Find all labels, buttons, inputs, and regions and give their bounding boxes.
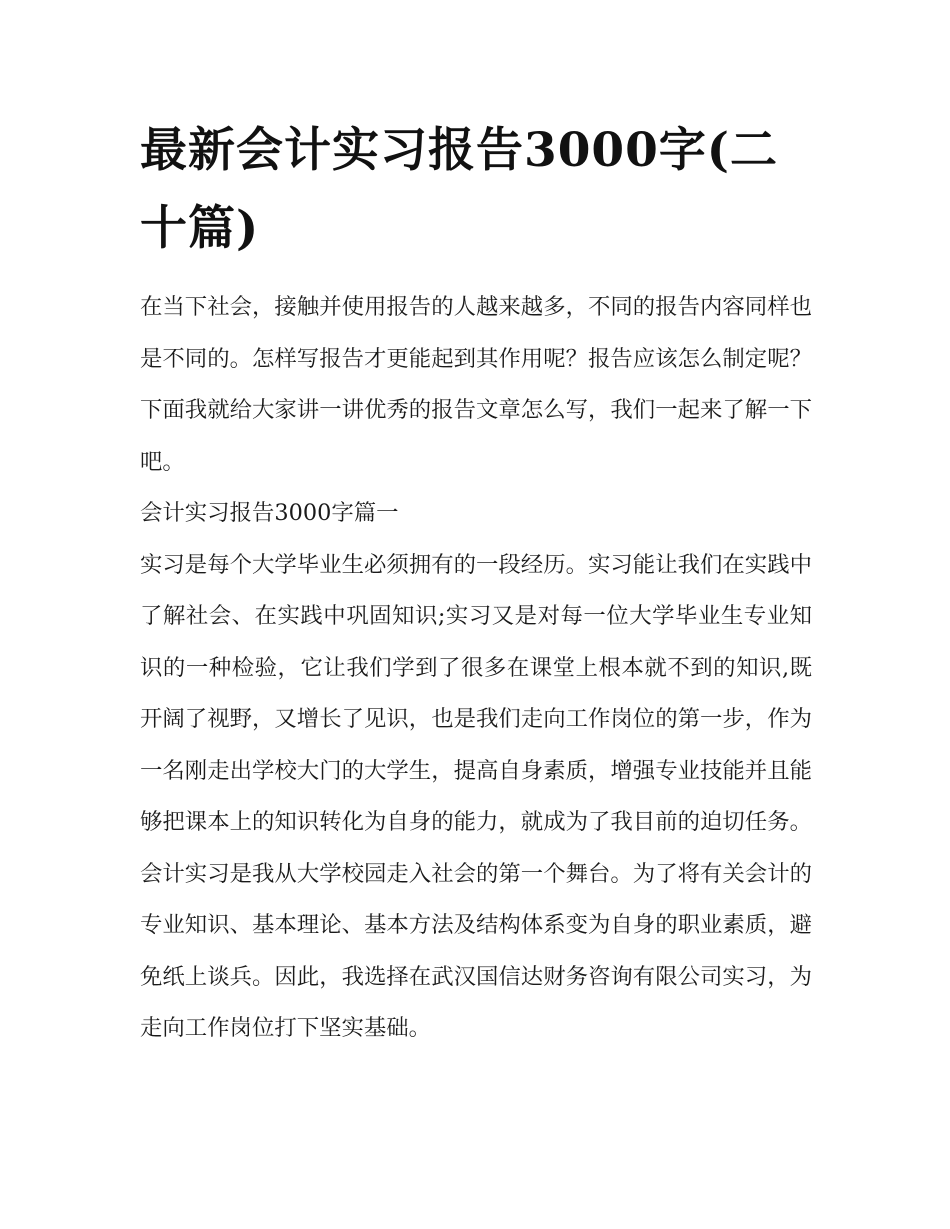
- intro-paragraph: 在当下社会，接触并使用报告的人越来越多，不同的报告内容同样也是不同的。怎样写报告才更能起到其作用呢？报告应该怎么制定呢？下面我就给大家讲一讲优秀的报告文章怎么写，我们一起来了解一下吧。: [140, 294, 812, 475]
- section-heading: 会计实习报告3000字篇一: [140, 500, 399, 526]
- document-content: [140, 112, 812, 1055]
- document-title: 最新会计实习报告3000字(二十篇): [140, 123, 779, 256]
- section-body-paragraph: 实习是每个大学毕业生必须拥有的一段经历。实习能让我们在实践中了解社会、在实践中巩固知识;实习又是对每一位大学毕业生专业知识的一种检验，它让我们学到了很多在课堂上根本就不到的知识,既开阔了视野，又增长了见识，也是我们走向工作岗位的第一步，作为一名刚走出学校大门的大学生，提高自身素质，增强专业技能并且能够把课本上的知识转化为自身的能力，就成为了我目前的迫切任务。会计实习是我从大学校园走入社会的第一个舞台。为了将有关会计的专业知识、基本理论、基本方法及结构体系变为自身的职业素质，避免纸上谈兵。因此，我选择在武汉国信达财务咨询有限公司实习，为走向工作岗位打下坚实基础。: [140, 551, 812, 1041]
